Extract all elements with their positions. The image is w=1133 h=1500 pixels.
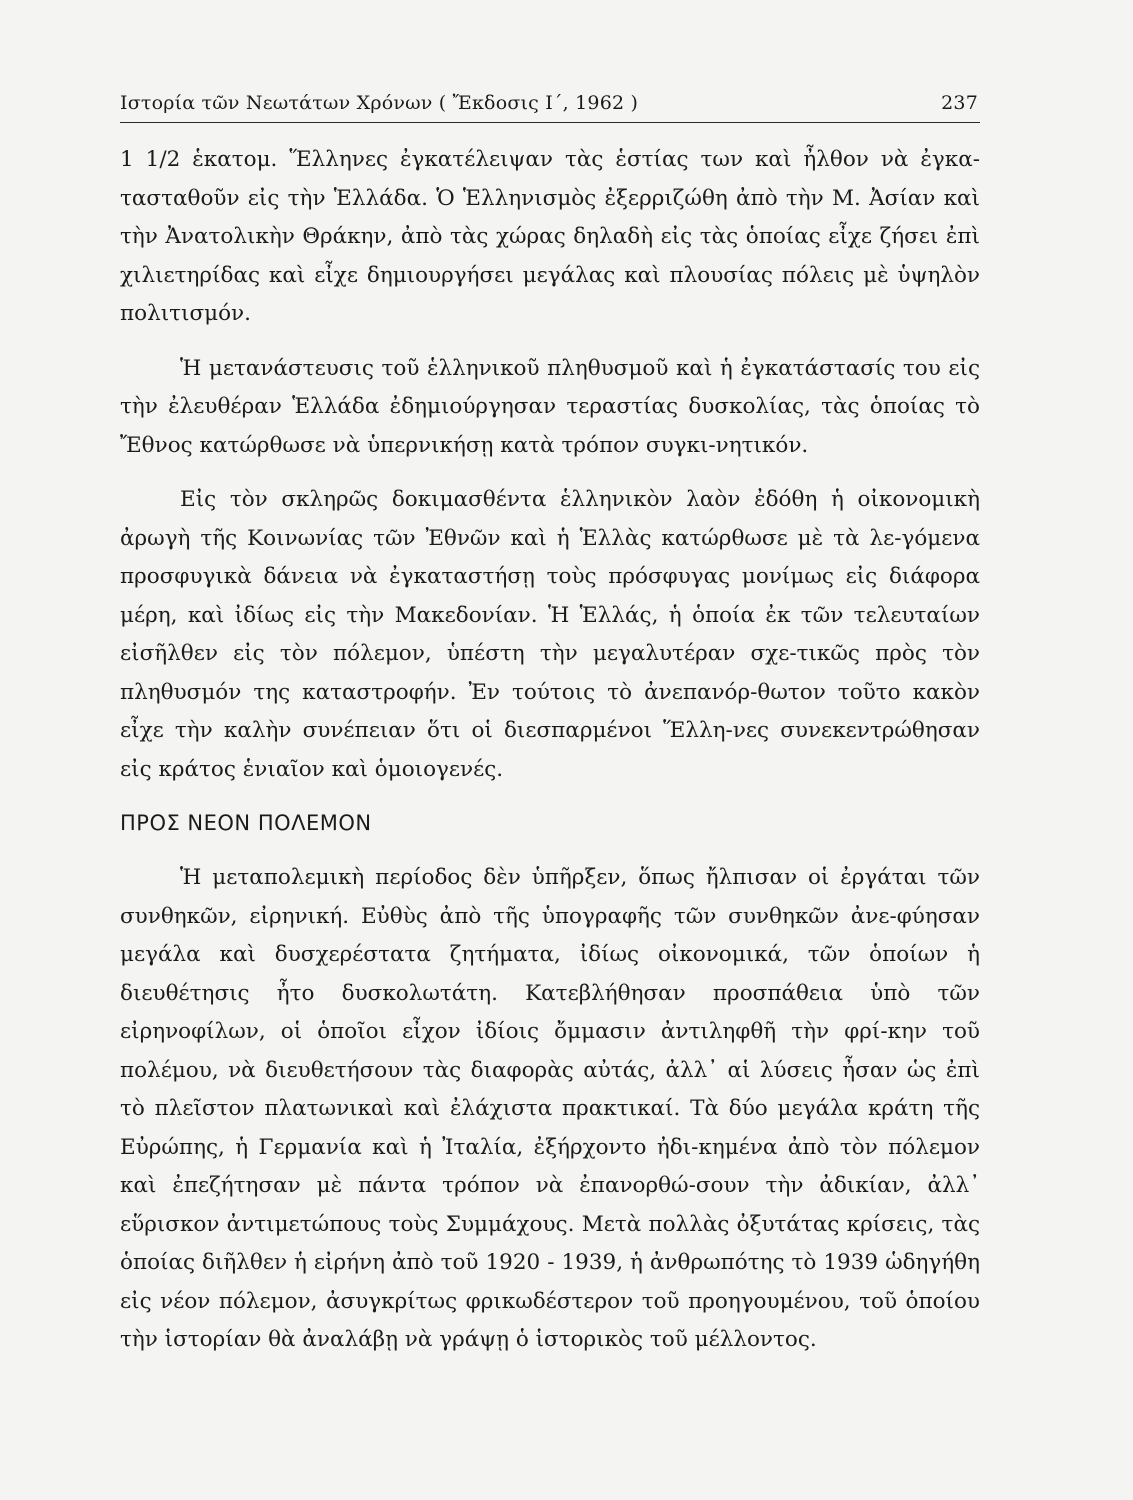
page-number: 237	[941, 92, 978, 114]
paragraph-2: Ἡ μετανάστευσις τοῦ ἑλληνικοῦ πληθυσμοῦ καὶ ἡ ἐγκατάστασίς του εἰς τὴν ἐλευθέραν Ἑλλάδα ἐδημιούργησαν τεραστίας δυσκολίας, τὰς ὁποίας τὸ Ἔθνος κατώρθωσε νὰ ὑπερνικήσῃ κατὰ τρόπον συγκι-νητικόν.	[120, 355, 980, 458]
page-body	[120, 141, 980, 1360]
paragraph-4: Ἡ μεταπολεμικὴ περίοδος δὲν ὑπῆρξεν, ὅπως ἤλπισαν οἱ ἐργάται τῶν συνθηκῶν, εἰρηνική. Εὐθὺς ἀπὸ τῆς ὑπογραφῆς τῶν συνθηκῶν ἀνε-φύησαν μεγάλα καὶ δυσχερέστατα ζητήματα, ἰδίως οἰκονομικά, τῶν ὁποίων ἡ διευθέτησις ἦτο δυσκολωτάτη. Κατεβλήθησαν προσπάθεια ὑπὸ τῶν εἰρηνοφίλων, οἱ ὁποῖοι εἶχον ἰδίοις ὄμμασιν ἀντιληφθῆ τὴν φρί-κην τοῦ πολέμου, νὰ διευθετήσουν τὰς διαφορὰς αὐτάς, ἀλλ᾽ αἱ λύσεις ἦσαν ὡς ἐπὶ τὸ πλεῖστον πλατωνικαὶ καὶ ἐλάχιστα πρακτικαί. Τὰ δύο μεγάλα κράτη τῆς Εὐρώπης, ἡ Γερμανία καὶ ἡ Ἰταλία, ἐξήρχοντο ἠδι-κημένα ἀπὸ τὸν πόλεμον καὶ ἐπεζήτησαν μὲ πάντα τρόπον νὰ ἐπανορθώ-σουν τὴν ἀδικίαν, ἀλλ᾽ εὕρισκον ἀντιμετώπους τοὺς Συμμάχους. Μετὰ πολλὰς ὀξυτάτας κρίσεις, τὰς ὁποίας διῆλθεν ἡ εἰρήνη ἀπὸ τοῦ 1920 - 1939, ἡ ἀνθρωπότης τὸ 1939 ὡδηγήθη εἰς νέον πόλεμον, ἀσυγκρίτως φρικωδέστερον τοῦ προηγουμένου, τοῦ ὁποίου τὴν ἱστορίαν θὰ ἀναλάβῃ νὰ γράψῃ ὁ ἱστορικὸς τοῦ μέλλοντος.	[120, 865, 980, 1352]
section-heading: ΠΡΟΣ ΝΕΟΝ ΠΟΛΕΜΟΝ	[120, 811, 372, 835]
running-title: Ιστορία τῶν Νεωτάτων Χρόνων ( Ἔκδοσις Ι΄, 1962 )	[120, 92, 639, 114]
paragraph-1: 1 1/2 ἑκατομ. Ἕλληνες ἐγκατέλειψαν τὰς ἑστίας των καὶ ἦλθον νὰ ἐγκα-τασταθοῦν εἰς τὴν Ἑλλάδα. Ὁ Ἑλληνισμὸς ἐξερριζώθη ἀπὸ τὴν Μ. Ἀσίαν καὶ τὴν Ἀνατολικὴν Θράκην, ἀπὸ τὰς χώρας δηλαδὴ εἰς τὰς ὁποίας εἶχε ζήσει ἐπὶ χιλιετηρίδας καὶ εἶχε δημιουργήσει μεγάλας καὶ πλουσίας πόλεις μὲ ὑψηλὸν πολιτισμόν.	[120, 147, 980, 326]
running-header	[120, 92, 980, 123]
book-page	[120, 92, 980, 1360]
paragraph-3: Εἰς τὸν σκληρῶς δοκιμασθέντα ἑλληνικὸν λαὸν ἐδόθη ἡ οἰκονομικὴ ἀρωγὴ τῆς Κοινωνίας τῶν Ἐθνῶν καὶ ἡ Ἑλλὰς κατώρθωσε μὲ τὰ λε-γόμενα προσφυγικὰ δάνεια νὰ ἐγκαταστήσῃ τοὺς πρόσφυγας μονίμως εἰς διάφορα μέρη, καὶ ἰδίως εἰς τὴν Μακεδονίαν. Ἡ Ἑλλάς, ἡ ὁποία ἐκ τῶν τελευταίων εἰσῆλθεν εἰς τὸν πόλεμον, ὑπέστη τὴν μεγαλυτέραν σχε-τικῶς πρὸς τὸν πληθυσμόν της καταστροφήν. Ἐν τούτοις τὸ ἀνεπανόρ-θωτον τοῦτο κακὸν εἶχε τὴν καλὴν συνέπειαν ὅτι οἱ διεσπαρμένοι Ἕλλη-νες συνεκεντρώθησαν εἰς κράτος ἑνιαῖον καὶ ὁμοιογενές.	[120, 487, 980, 782]
